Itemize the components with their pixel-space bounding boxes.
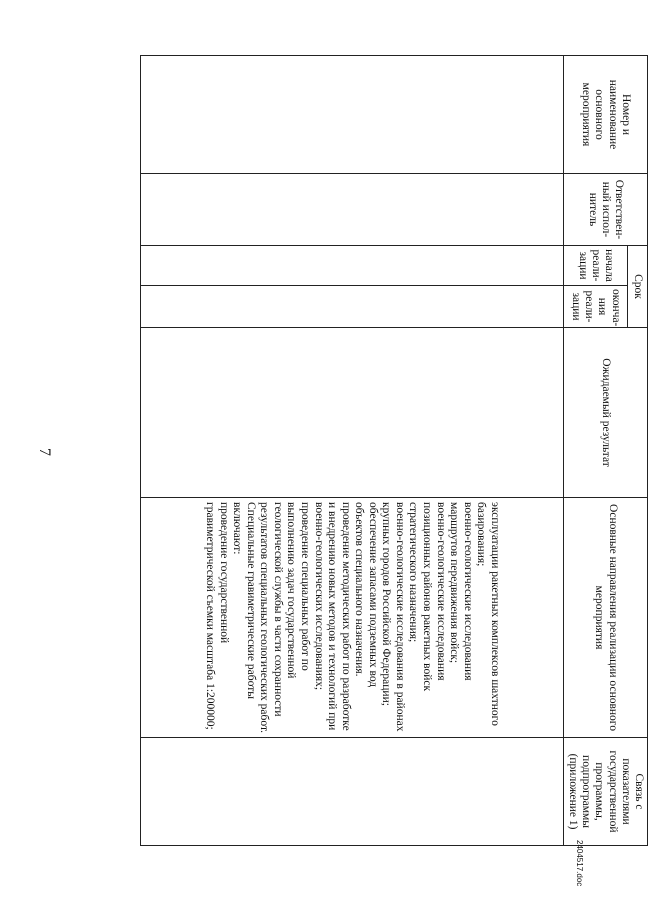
header-link: Связь с показателями государственной программы, подпрограммы (приложение 1): [563, 738, 647, 846]
header-term: Срок: [627, 246, 647, 328]
rotated-table-container: [148, 55, 648, 845]
header-num-name: Номер и наименование основного мероприятия: [563, 56, 647, 174]
cell-directions: [140, 498, 563, 738]
cell-term-end: [140, 286, 563, 328]
cell-num-name: [140, 56, 563, 174]
footer-doc-code: 2404517.doc: [575, 840, 584, 887]
page-number: 7: [36, 448, 53, 456]
cell-term-start: [140, 246, 563, 286]
measures-table: [140, 55, 648, 846]
header-responsible: Ответствен-ный испол-нитель: [563, 174, 647, 246]
table-row: [140, 56, 563, 846]
cell-link: [140, 738, 563, 846]
header-term-end: оконча-ния реали-зации: [563, 286, 627, 328]
header-term-start: начала реали-зации: [563, 246, 627, 286]
cell-responsible: [140, 174, 563, 246]
header-result: Ожидаемый результат: [563, 328, 647, 498]
cell-result: [140, 328, 563, 498]
directions-text: эксплуатации ракетных комплексов шахтного базирования; военно-геологические исследования маршрутов передвижения войск; военно-геологические исследования позиционных районов ракетных войск стратегического назначения; военно-геологические исследования в районах крупных городов Российской Федерации; обеспечение запасами подземных вод объектов специального назначения. проведение методических работ по разработке и внедрению новых методов и технологий при военно-геологических исследованиях; проведение специальных работ по выполнению задач государственной геологической службы в части сохранности результатов специальных геологических работ. Специальные гравиметрические работы включают: проведение государственной гравиметрической съемки масштаба 1:200000;: [204, 502, 501, 733]
header-directions: Основные направления реализации основного мероприятия: [563, 498, 647, 738]
